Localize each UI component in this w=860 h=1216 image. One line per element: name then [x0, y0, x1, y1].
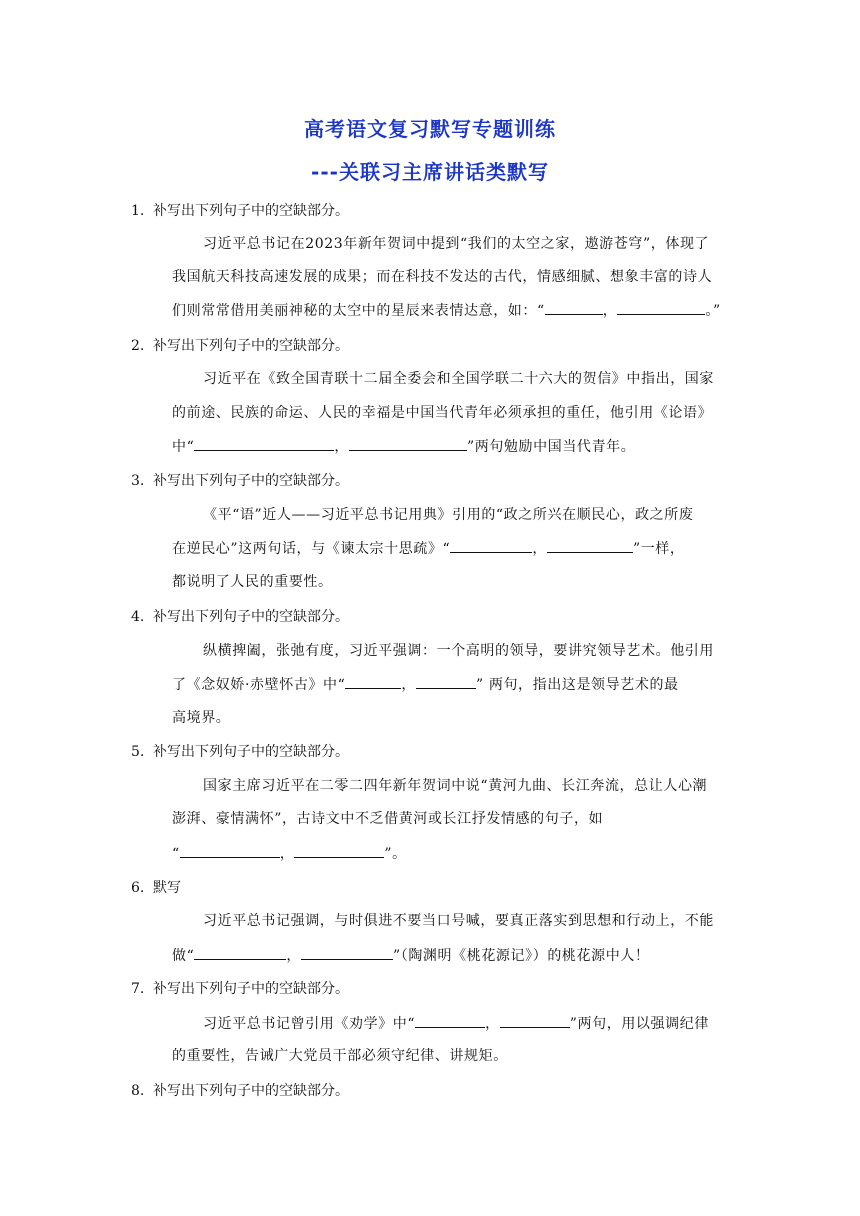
question-prompt: 补写出下列句子中的空缺部分。	[153, 981, 349, 997]
question-number: 8.	[131, 1083, 145, 1099]
question-1-text-line: 习近平总书记在2023年新年贺词中提到“我们的太空之家，遨游苍穹”，体现了	[203, 236, 710, 252]
question-7-text-line: 习近平总书记曾引用《劝学》中“ ， ”两句，用以强调纪律	[203, 1013, 709, 1034]
question-7-heading	[131, 979, 349, 999]
question-number: 2.	[131, 338, 145, 354]
page-title: 高考语文复习默写专题训练	[304, 117, 556, 141]
question-6-heading	[131, 878, 181, 898]
question-prompt: 补写出下列句子中的空缺部分。	[153, 744, 349, 760]
answer-blank[interactable]	[294, 843, 384, 858]
question-5-text-line: 国家主席习近平在二零二四年新年贺词中说“黄河九曲、长江奔流，总让人心潮	[203, 778, 708, 794]
answer-blank[interactable]	[545, 300, 603, 315]
answer-blank[interactable]	[345, 674, 401, 689]
question-3-heading	[131, 471, 349, 491]
question-5-heading	[131, 742, 349, 762]
question-4-text-line: 高境界。	[172, 710, 231, 726]
question-number: 1.	[131, 203, 145, 219]
answer-blank[interactable]	[450, 538, 532, 553]
question-prompt: 补写出下列句子中的空缺部分。	[153, 473, 349, 489]
answer-blank[interactable]	[349, 436, 467, 451]
question-6-text-line: 习近平总书记强调，与时俱进不要当口号喊，要真正落实到思想和行动上，不能	[203, 913, 714, 929]
question-prompt: 默写	[153, 880, 181, 896]
answer-blank[interactable]	[416, 674, 476, 689]
question-number: 6.	[131, 880, 145, 896]
answer-blank[interactable]	[547, 538, 633, 553]
question-2-heading	[131, 336, 349, 356]
question-prompt: 补写出下列句子中的空缺部分。	[153, 1083, 349, 1099]
answer-blank[interactable]	[617, 300, 705, 315]
question-1-heading	[131, 201, 349, 221]
question-3-text-line: 《平“语”近人——习近平总书记用典》引用的“政之所兴在顺民心，政之所废	[203, 507, 694, 523]
question-number: 7.	[131, 981, 145, 997]
answer-blank[interactable]	[194, 436, 334, 451]
answer-blank[interactable]	[301, 945, 393, 960]
question-number: 3.	[131, 473, 145, 489]
question-8-heading	[131, 1081, 349, 1101]
question-prompt: 补写出下列句子中的空缺部分。	[153, 338, 349, 354]
answer-blank[interactable]	[500, 1013, 570, 1028]
question-4-text-line: 纵横捭阖，张弛有度，习近平强调：一个高明的领导，要讲究领导艺术。他引用	[203, 643, 714, 659]
answer-blank[interactable]	[194, 945, 286, 960]
question-5-text-line: 澎湃、豪情满怀”，古诗文中不乏借黄河或长江抒发情感的句子，如	[172, 811, 604, 827]
question-4-text-line: 了《念奴娇·赤壁怀古》中“ ， ” 两句，指出这是领导艺术的最	[172, 674, 679, 695]
question-2-text-line: 中“ ， ”两句勉励中国当代青年。	[172, 436, 635, 457]
question-2-text-line: 的前途、民族的命运、人民的幸福是中国当代青年必须承担的重任，他引用《论语》	[172, 405, 713, 421]
answer-blank[interactable]	[415, 1013, 485, 1028]
question-4-heading	[131, 607, 349, 627]
question-7-text-line: 的重要性，告诫广大党员干部必须守纪律、讲规矩。	[172, 1048, 508, 1064]
question-number: 4.	[131, 609, 145, 625]
question-6-text-line: 做“ ， ”（陶渊明《桃花源记》）的桃花源中人！	[172, 945, 650, 966]
question-prompt: 补写出下列句子中的空缺部分。	[153, 609, 349, 625]
question-5-text-line: “ ， ”。	[172, 843, 407, 864]
question-3-text-line: 在逆民心”这两句话，与《谏太宗十思疏》“ ， ”一样，	[172, 538, 685, 559]
question-3-text-line: 都说明了人民的重要性。	[172, 574, 333, 590]
question-1-text-line: 们则常常借用美丽神秘的太空中的星辰来表情达意，如：“ ， 。”	[172, 300, 721, 321]
question-1-text-line: 我国航天科技高速发展的成果；而在科技不发达的古代，情感细腻、想象丰富的诗人	[172, 269, 713, 285]
answer-blank[interactable]	[180, 843, 280, 858]
question-prompt: 补写出下列句子中的空缺部分。	[153, 203, 349, 219]
page-subtitle: ---关联习主席讲话类默写	[311, 160, 549, 184]
question-number: 5.	[131, 744, 145, 760]
question-2-text-line: 习近平在《致全国青联十二届全委会和全国学联二十六大的贺信》中指出，国家	[203, 371, 714, 387]
